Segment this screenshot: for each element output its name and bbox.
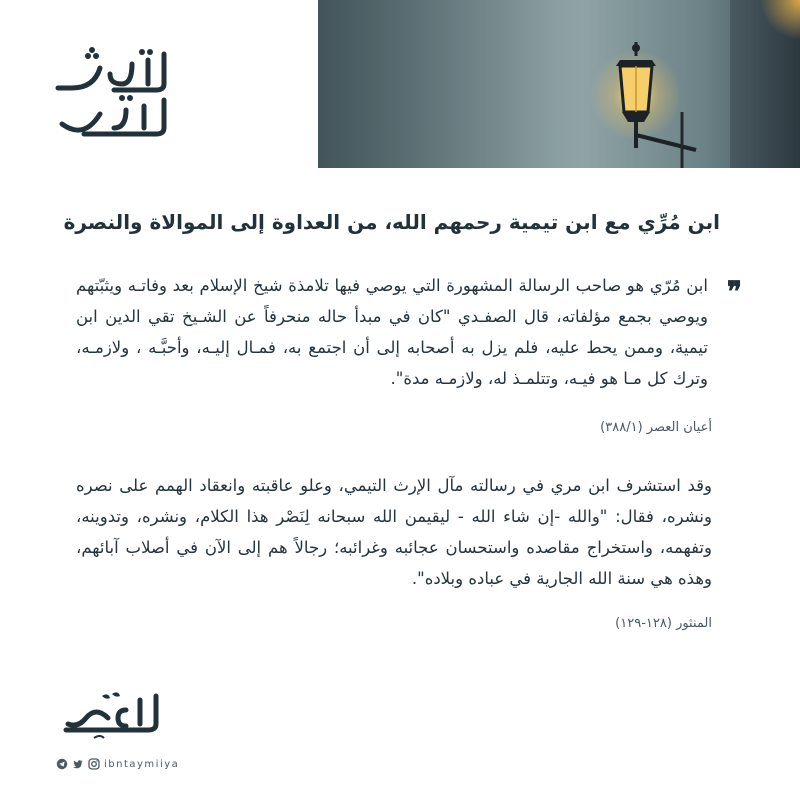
street-lamp-icon [318,0,800,168]
turath-logo [44,44,174,144]
social-handle[interactable]: ibntaymiiya [104,758,180,770]
source-citation-2: المنثور (١٢٨-١٢٩) [615,616,712,631]
twitter-icon[interactable] [72,758,84,770]
paragraph-1: ابن مُرّي هو صاحب الرسالة المشهورة التي يوصي فيها تلامذة شيخ الإسلام بعد وفاتـه ويثبّتهم ويوصي بجمع مؤلفاته، قال الصفـدي "كان في مبدأ حاله منحرفاً عن الشـيخ تقي الدين ابن تيمية، وممن يحط عليه، فلم يزل به أصحابه إلى أن اجتمع به، فمـال إليـه، وأحبَّـه ، ولازمـه، وترك كل مـا هو فيـه، وتتلمـذ له، ولازمـه مدة". [76,276,708,388]
header-photo [318,0,800,168]
social-footer [56,756,179,772]
source-citation-1: أعيان العصر (٣٨٨/١) [600,420,712,435]
paragraph-2: وقد استشرف ابن مري في رسالته مآل الإرث التيمي، وعلو عاقبته وانعقاد الهمم على نصره ونشره، فقال: "والله -إن شاء الله - ليقيمن الله سبحانه لِنَصْر هذا الكلام، ونشره، وتدوينه، وتفهمه، واستخراج مقاصده واستحسان عجائبه وغرائبه؛ رجالاً هم إلى الآن في أصلاب آبائهم، وهذه هي سنة الله الجارية في عباده وبلاده". [76,476,712,588]
article-title: ابن مُرِّي مع ابن تيمية رحمهم الله، من العداوة إلى الموالاة والنصرة [63,210,720,234]
quote-mark-icon: ❞ [726,275,742,308]
muhassal-logo [56,688,166,744]
telegram-icon[interactable] [56,758,68,770]
instagram-icon[interactable] [88,758,100,770]
